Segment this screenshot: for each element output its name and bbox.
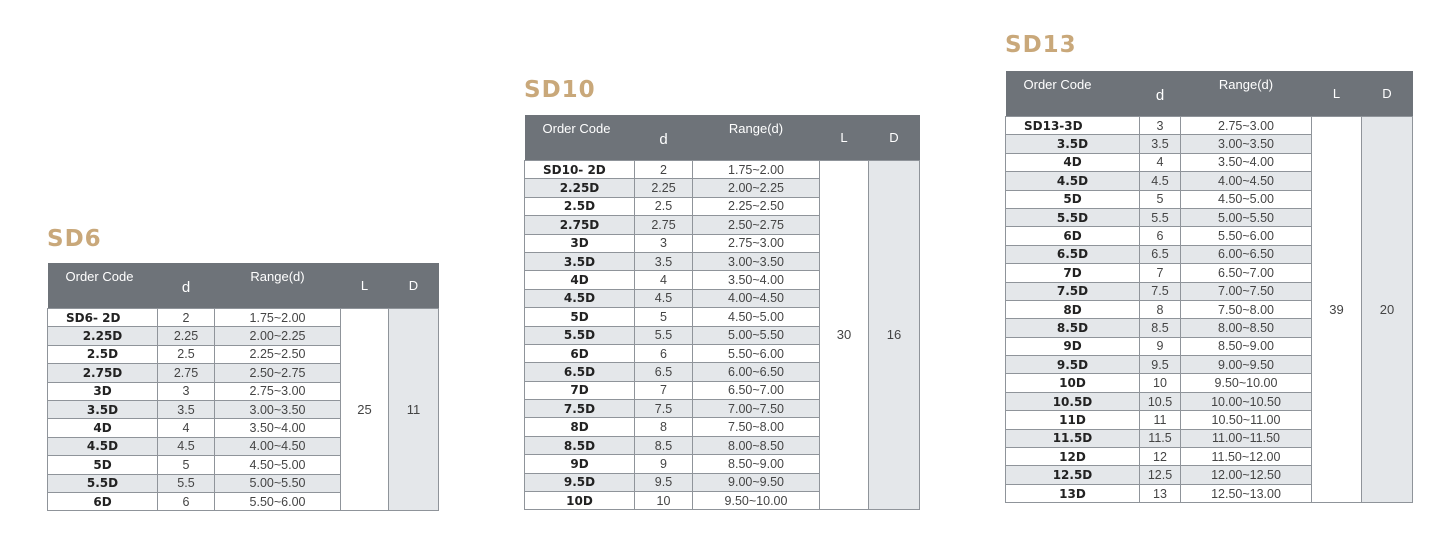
order-code-cell: 5.5D: [1006, 208, 1140, 226]
order-code-cell: 6.5D: [525, 363, 635, 381]
d-cell: 5: [635, 308, 693, 326]
d-cell: 5: [1140, 190, 1181, 208]
range-cell: 10.00~10.50: [1181, 392, 1312, 410]
range-cell: 11.00~11.50: [1181, 429, 1312, 447]
d-cell: 13: [1140, 484, 1181, 502]
table-row: [525, 161, 920, 179]
diameter-cell: 16: [869, 161, 920, 510]
range-cell: 3.00~3.50: [1181, 135, 1312, 153]
range-cell: 6.50~7.00: [693, 381, 820, 399]
range-cell: 5.00~5.50: [215, 474, 341, 492]
range-cell: 3.00~3.50: [693, 252, 820, 270]
range-cell: 4.00~4.50: [693, 289, 820, 307]
range-cell: 12.50~13.00: [1181, 484, 1312, 502]
range-cell: 8.50~9.00: [693, 455, 820, 473]
order-code-cell: 8D: [525, 418, 635, 436]
series-title: SD13: [1005, 32, 1077, 58]
range-cell: 5.00~5.50: [1181, 208, 1312, 226]
range-cell: 5.50~6.00: [1181, 227, 1312, 245]
header-range: Range(d): [215, 263, 341, 309]
d-cell: 9.5: [1140, 356, 1181, 374]
range-cell: 5.50~6.00: [215, 492, 341, 510]
order-code-cell: 3.5D: [1006, 135, 1140, 153]
order-code-cell: 11D: [1006, 411, 1140, 429]
order-code-cell: 4.5D: [1006, 172, 1140, 190]
d-cell: 2.5: [158, 345, 215, 363]
order-code-cell: 2.25D: [48, 327, 158, 345]
range-cell: 5.00~5.50: [693, 326, 820, 344]
series-title: SD6: [47, 226, 102, 252]
d-cell: 3: [635, 234, 693, 252]
d-cell: 2.25: [635, 179, 693, 197]
d-cell: 4.5: [158, 437, 215, 455]
order-code-cell: 2.5D: [48, 345, 158, 363]
order-code-cell: 2.25D: [525, 179, 635, 197]
range-cell: 6.00~6.50: [693, 363, 820, 381]
spec-table: [1005, 71, 1413, 503]
range-cell: 2.75~3.00: [215, 382, 341, 400]
order-code-cell: 9D: [1006, 337, 1140, 355]
order-code-cell: 7.5D: [1006, 282, 1140, 300]
order-code-cell: SD13-3D: [1006, 117, 1140, 135]
d-cell: 6.5: [1140, 245, 1181, 263]
order-code-cell: 4.5D: [525, 289, 635, 307]
d-cell: 10.5: [1140, 392, 1181, 410]
order-code-cell: 9.5D: [525, 473, 635, 491]
d-cell: 4: [158, 419, 215, 437]
order-code-cell: 3.5D: [48, 400, 158, 418]
d-cell: 3.5: [1140, 135, 1181, 153]
order-code-cell: 12D: [1006, 448, 1140, 466]
d-cell: 7.5: [1140, 282, 1181, 300]
order-code-cell: 6D: [48, 492, 158, 510]
d-cell: 3: [1140, 117, 1181, 135]
header-l: L: [341, 263, 389, 309]
table-row: [1006, 117, 1413, 135]
d-cell: 2: [158, 309, 215, 327]
order-code-cell: 6D: [1006, 227, 1140, 245]
order-code-cell: 5.5D: [525, 326, 635, 344]
range-cell: 4.50~5.00: [1181, 190, 1312, 208]
d-cell: 10: [635, 492, 693, 510]
d-cell: 2.75: [158, 364, 215, 382]
d-cell: 4: [1140, 153, 1181, 171]
d-cell: 4.5: [1140, 172, 1181, 190]
header-d: d: [158, 263, 215, 309]
order-code-cell: 7.5D: [525, 400, 635, 418]
order-code-cell: 3.5D: [525, 252, 635, 270]
order-code-cell: SD6- 2D: [48, 309, 158, 327]
range-cell: 3.50~4.00: [1181, 153, 1312, 171]
range-cell: 2.75~3.00: [693, 234, 820, 252]
d-cell: 3.5: [635, 252, 693, 270]
order-code-cell: SD10- 2D: [525, 161, 635, 179]
order-code-cell: 8D: [1006, 300, 1140, 318]
d-cell: 11: [1140, 411, 1181, 429]
d-cell: 6: [635, 344, 693, 362]
order-code-cell: 9D: [525, 455, 635, 473]
range-cell: 5.50~6.00: [693, 344, 820, 362]
order-code-cell: 9.5D: [1006, 356, 1140, 374]
range-cell: 4.00~4.50: [1181, 172, 1312, 190]
header-D: D: [869, 115, 920, 161]
range-cell: 2.25~2.50: [215, 345, 341, 363]
range-cell: 2.50~2.75: [215, 364, 341, 382]
range-cell: 2.75~3.00: [1181, 117, 1312, 135]
range-cell: 4.50~5.00: [693, 308, 820, 326]
d-cell: 9: [1140, 337, 1181, 355]
d-cell: 7: [635, 381, 693, 399]
order-code-cell: 10.5D: [1006, 392, 1140, 410]
order-code-cell: 7D: [1006, 264, 1140, 282]
order-code-cell: 8.5D: [1006, 319, 1140, 337]
order-code-cell: 6D: [525, 344, 635, 362]
header-D: D: [1362, 71, 1413, 117]
d-cell: 2.75: [635, 216, 693, 234]
d-cell: 9: [635, 455, 693, 473]
d-cell: 3: [158, 382, 215, 400]
d-cell: 5.5: [158, 474, 215, 492]
range-cell: 6.00~6.50: [1181, 245, 1312, 263]
length-cell: 30: [820, 161, 869, 510]
order-code-cell: 4.5D: [48, 437, 158, 455]
order-code-cell: 3D: [48, 382, 158, 400]
header-range: Range(d): [693, 115, 820, 161]
d-cell: 6.5: [635, 363, 693, 381]
d-cell: 6: [1140, 227, 1181, 245]
d-cell: 2.5: [635, 197, 693, 215]
d-cell: 3.5: [158, 400, 215, 418]
header-order-code: Order Code: [1006, 71, 1140, 117]
order-code-cell: 5D: [525, 308, 635, 326]
diameter-cell: 20: [1362, 117, 1413, 503]
range-cell: 2.00~2.25: [693, 179, 820, 197]
range-cell: 7.50~8.00: [1181, 300, 1312, 318]
d-cell: 5.5: [1140, 208, 1181, 226]
d-cell: 8.5: [635, 436, 693, 454]
order-code-cell: 3D: [525, 234, 635, 252]
series-title: SD10: [524, 77, 596, 103]
d-cell: 7.5: [635, 400, 693, 418]
d-cell: 5.5: [635, 326, 693, 344]
range-cell: 7.50~8.00: [693, 418, 820, 436]
range-cell: 1.75~2.00: [215, 309, 341, 327]
range-cell: 4.50~5.00: [215, 456, 341, 474]
range-cell: 3.50~4.00: [693, 271, 820, 289]
header-order-code: Order Code: [525, 115, 635, 161]
d-cell: 12: [1140, 448, 1181, 466]
d-cell: 2.25: [158, 327, 215, 345]
length-cell: 25: [341, 309, 389, 511]
table-row: [48, 309, 439, 327]
range-cell: 3.00~3.50: [215, 400, 341, 418]
range-cell: 6.50~7.00: [1181, 264, 1312, 282]
order-code-cell: 4D: [1006, 153, 1140, 171]
order-code-cell: 10D: [525, 492, 635, 510]
d-cell: 11.5: [1140, 429, 1181, 447]
range-cell: 7.00~7.50: [693, 400, 820, 418]
range-cell: 9.50~10.00: [693, 492, 820, 510]
d-cell: 2: [635, 161, 693, 179]
range-cell: 9.50~10.00: [1181, 374, 1312, 392]
header-D: D: [389, 263, 439, 309]
range-cell: 12.00~12.50: [1181, 466, 1312, 484]
order-code-cell: 8.5D: [525, 436, 635, 454]
order-code-cell: 4D: [525, 271, 635, 289]
order-code-cell: 5D: [48, 456, 158, 474]
d-cell: 8: [1140, 300, 1181, 318]
order-code-cell: 11.5D: [1006, 429, 1140, 447]
range-cell: 9.00~9.50: [693, 473, 820, 491]
order-code-cell: 2.75D: [525, 216, 635, 234]
range-cell: 8.00~8.50: [1181, 319, 1312, 337]
header-d: d: [635, 115, 693, 161]
range-cell: 10.50~11.00: [1181, 411, 1312, 429]
range-cell: 11.50~12.00: [1181, 448, 1312, 466]
d-cell: 10: [1140, 374, 1181, 392]
range-cell: 3.50~4.00: [215, 419, 341, 437]
range-cell: 4.00~4.50: [215, 437, 341, 455]
range-cell: 2.00~2.25: [215, 327, 341, 345]
range-cell: 2.50~2.75: [693, 216, 820, 234]
range-cell: 8.50~9.00: [1181, 337, 1312, 355]
header-range: Range(d): [1181, 71, 1312, 117]
d-cell: 12.5: [1140, 466, 1181, 484]
order-code-cell: 13D: [1006, 484, 1140, 502]
d-cell: 8: [635, 418, 693, 436]
order-code-cell: 5D: [1006, 190, 1140, 208]
header-l: L: [1312, 71, 1362, 117]
d-cell: 7: [1140, 264, 1181, 282]
d-cell: 4.5: [635, 289, 693, 307]
d-cell: 9.5: [635, 473, 693, 491]
length-cell: 39: [1312, 117, 1362, 503]
range-cell: 9.00~9.50: [1181, 356, 1312, 374]
range-cell: 8.00~8.50: [693, 436, 820, 454]
range-cell: 1.75~2.00: [693, 161, 820, 179]
order-code-cell: 2.5D: [525, 197, 635, 215]
range-cell: 2.25~2.50: [693, 197, 820, 215]
d-cell: 5: [158, 456, 215, 474]
order-code-cell: 5.5D: [48, 474, 158, 492]
d-cell: 4: [635, 271, 693, 289]
header-order-code: Order Code: [48, 263, 158, 309]
order-code-cell: 12.5D: [1006, 466, 1140, 484]
order-code-cell: 4D: [48, 419, 158, 437]
d-cell: 6: [158, 492, 215, 510]
range-cell: 7.00~7.50: [1181, 282, 1312, 300]
diameter-cell: 11: [389, 309, 439, 511]
header-d: d: [1140, 71, 1181, 117]
d-cell: 8.5: [1140, 319, 1181, 337]
header-l: L: [820, 115, 869, 161]
order-code-cell: 10D: [1006, 374, 1140, 392]
order-code-cell: 6.5D: [1006, 245, 1140, 263]
spec-table: [524, 115, 920, 510]
spec-table: [47, 263, 439, 511]
order-code-cell: 7D: [525, 381, 635, 399]
order-code-cell: 2.75D: [48, 364, 158, 382]
